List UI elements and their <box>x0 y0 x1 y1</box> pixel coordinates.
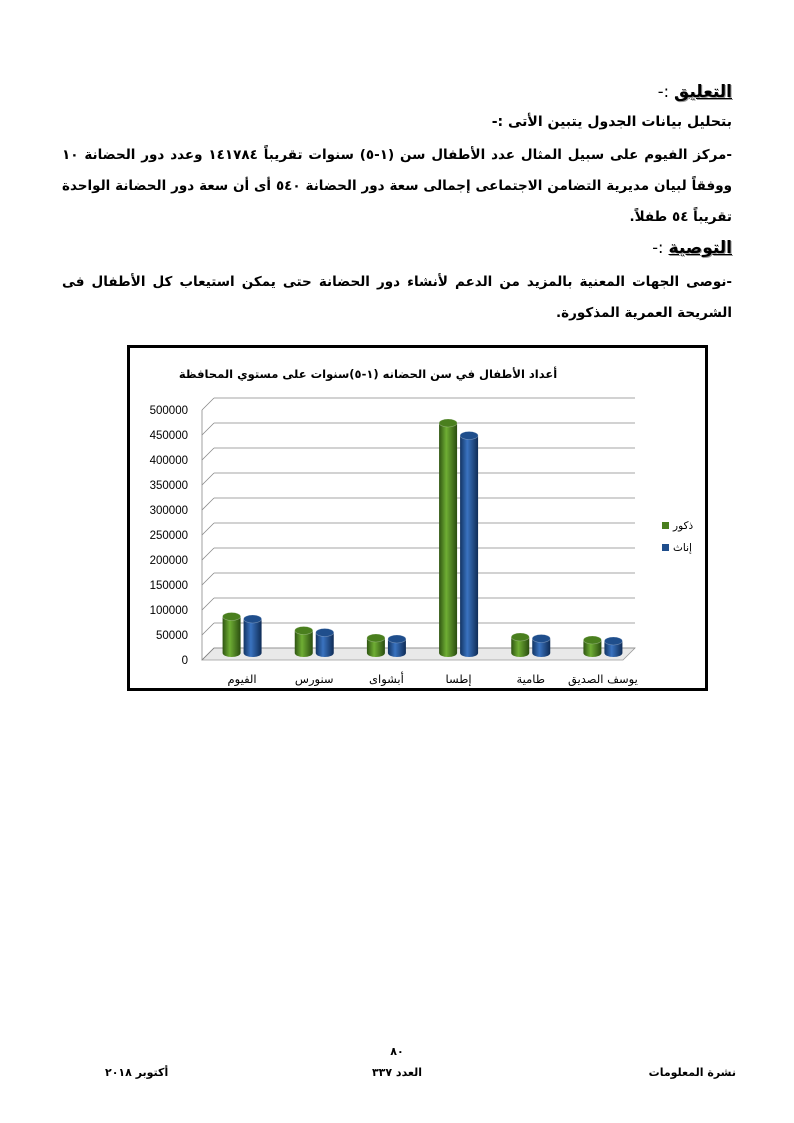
analysis-paragraph: -مركز الفيوم على سبيل المثال عدد الأطفال سن (١-٥) سنوات تقريباً ١٤١٧٨٤ وعدد دور الحضانة ١٠ ووفقاً لبيان مديرية التضامن الاجتماعى إجمالى سعة دور الحضانة ٥٤٠ أى أن سعة دور الحضانة الواحدة تقريباً ٥٤ طفلاً. <box>62 147 732 225</box>
bar <box>583 636 601 657</box>
gridline-depth <box>202 573 214 585</box>
bar <box>388 635 406 657</box>
legend-swatch <box>662 522 669 529</box>
y-tick-label: 300000 <box>149 505 188 517</box>
chart-frame <box>127 345 708 691</box>
bar <box>316 629 334 658</box>
page-number: ٨٠ <box>390 1045 404 1058</box>
y-tick-label: 150000 <box>149 580 188 592</box>
bar-top <box>316 629 334 637</box>
gridline-depth <box>202 623 214 635</box>
recommendation-heading-suffix: :- <box>652 238 669 257</box>
chart-floor <box>202 648 635 660</box>
bar-body <box>439 423 457 657</box>
bar-body <box>460 436 478 658</box>
bar <box>367 634 385 657</box>
footer-issue: العدد ٣٣٧ <box>371 1066 423 1079</box>
gridline-depth <box>202 598 214 610</box>
footer-publication: نشرة المعلومات <box>648 1066 736 1079</box>
y-tick-label: 250000 <box>149 530 188 542</box>
gridline-depth <box>202 448 214 460</box>
legend <box>662 520 693 554</box>
bar-top <box>511 633 529 641</box>
bar <box>223 613 241 658</box>
legend-label: ذكور <box>673 520 694 532</box>
legend-swatch <box>662 544 669 551</box>
y-tick-label: 0 <box>181 655 188 667</box>
bar-body <box>244 619 262 657</box>
gridline-depth <box>202 398 214 410</box>
y-tick-label: 450000 <box>149 430 188 442</box>
bar <box>511 633 529 657</box>
y-tick-label: 350000 <box>149 480 188 492</box>
analysis-intro: بتحليل بيانات الجدول يتبين الأتى :- <box>491 114 732 130</box>
y-tick-label: 100000 <box>149 605 188 617</box>
y-tick-label: 50000 <box>156 630 188 642</box>
bar-chart <box>130 348 705 688</box>
x-tick-label: إطسا <box>445 672 472 686</box>
bars <box>223 419 623 657</box>
recommendation-heading-word: التوصية <box>668 238 732 258</box>
bar-top <box>223 613 241 621</box>
gridlines <box>202 398 635 660</box>
bar-top <box>295 627 313 635</box>
gridline-depth <box>202 523 214 535</box>
gridline-depth <box>202 498 214 510</box>
gridline-depth <box>202 423 214 435</box>
x-tick-label: طامية <box>516 672 545 686</box>
bar <box>532 635 550 658</box>
bar-body <box>223 617 241 658</box>
y-tick-label: 200000 <box>149 555 188 567</box>
footer-date: أكتوبر ٢٠١٨ <box>105 1066 169 1079</box>
bar <box>439 419 457 657</box>
bar <box>295 627 313 658</box>
y-tick-label: 400000 <box>149 455 188 467</box>
recommendation-heading <box>652 238 732 258</box>
bar-top <box>460 432 478 440</box>
comment-heading-suffix: :- <box>657 82 675 101</box>
bar <box>604 637 622 657</box>
recommendation-paragraph: -نوصى الجهات المعنية بالمزيد من الدعم لأنشاء دور الحضانة حتى يمكن استيعاب كل الأطفال فى الشريحة العمرية المذكورة. <box>62 274 732 321</box>
bar-top <box>439 419 457 427</box>
x-tick-label: سنورس <box>294 672 334 686</box>
x-tick-label: أبشواى <box>369 672 404 686</box>
y-axis <box>150 405 214 667</box>
bar-top <box>604 637 622 645</box>
bar-top <box>532 635 550 643</box>
legend-label: إناث <box>673 542 692 554</box>
bar-top <box>244 615 262 623</box>
y-tick-label: 500000 <box>149 405 188 417</box>
chart-title: أعداد الأطفال في سن الحضانه (١-٥)سنوات على مستوي المحافظة <box>178 367 558 381</box>
x-axis-labels <box>228 671 638 687</box>
bar-top <box>388 635 406 643</box>
bar-top <box>367 634 385 642</box>
x-tick-label: يوسف الصديق <box>567 672 638 686</box>
gridline-depth <box>202 548 214 560</box>
bar <box>460 432 478 658</box>
comment-heading <box>658 82 732 102</box>
comment-heading-word: التعليق <box>674 82 732 102</box>
bar <box>244 615 262 657</box>
x-tick-label: الفيوم <box>227 672 257 686</box>
gridline-depth <box>202 473 214 485</box>
bar-top <box>583 636 601 644</box>
